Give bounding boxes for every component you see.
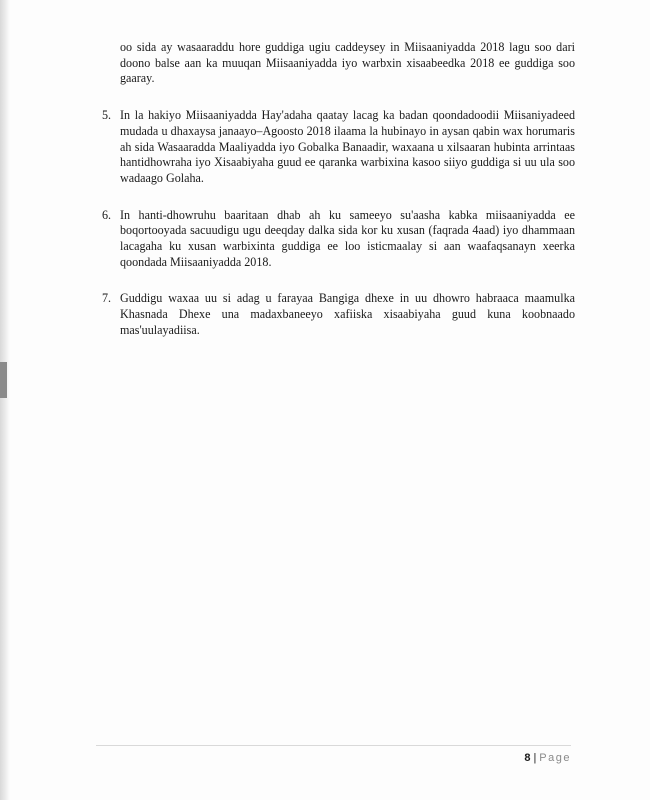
list-item [102, 108, 575, 187]
list-item-number: 6. [102, 207, 112, 222]
page-label: Page [539, 752, 571, 764]
list-item-text: Guddigu waxaa uu si adag u farayaa Bangiga dhexe in uu dhowro habraaca maamulka Khasnada Dhexe una madaxbaneeyo xafiiska xisaabiyaha guud kuna koobnaado mas'uulayadiisa. [120, 291, 575, 337]
list-item-number: 5. [102, 108, 112, 123]
page-footer [524, 752, 571, 764]
continuation-paragraph: oo sida ay wasaaraddu hore guddiga ugiu caddeysey in Miisaaniyadda 2018 lagu soo dari doono balse aan ka muuqan Miisaaniyadda iyo warbxin xisaabeedka 2018 ee guddiga soo gaaray. [120, 40, 575, 86]
page-separator: | [533, 752, 537, 764]
list-item-text: In hanti-dhowruhu baaritaan dhab ah ku sameeyo su'aasha kabka miisaaniyadda ee boqortooyada sacuudigu ugu deeqday dalka sida kor ku xusan (faqrada 4aad) iyo dhammaan lacagaha ku xusan warbixinta guddiga ee loo isticmaalay si aan waafaqsanayn xeerka qoondada Miisaaniyadda 2018. [120, 207, 575, 269]
list-item [102, 291, 575, 338]
scan-edge-shadow [0, 0, 10, 800]
list-item-text: In la hakiyo Miisaaniyadda Hay'adaha qaatay lacag ka badan qoondadoodii Miisaniyadeed mudada u dhaxaysa janaayo–Agoosto 2018 ilaama la hubinayo in aysan qabin wax horumaris ah sida Wasaaradda Maaliyadda iyo Gobalka Banaadir, waxaana u xilsaaran hubinta arrintaas hantidhowraha iyo Xisaabiyaha guud ee qaranka warbixina kasoo siiyo guddiga si uu ula soo wadaago Golaha. [120, 108, 575, 185]
list-item-number: 7. [102, 291, 112, 306]
document-body [102, 40, 575, 360]
scan-edge-mark [0, 362, 7, 398]
page-number: 8 [524, 752, 531, 764]
list-item [102, 207, 575, 271]
footer-divider [96, 745, 571, 746]
